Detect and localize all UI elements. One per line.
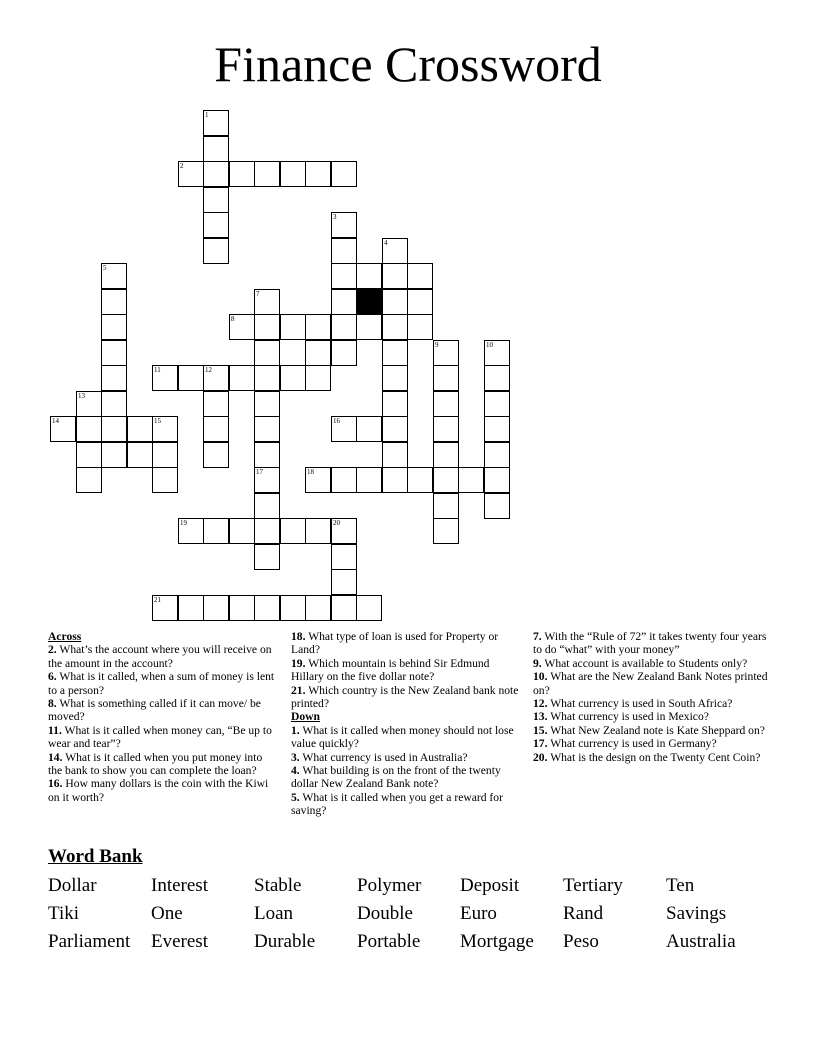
clue-text: What building is on the front of the twenty dollar New Zealand Bank note? <box>291 764 501 791</box>
clue-text: What account is available to Students only? <box>541 656 748 670</box>
clue-number-label: 13. <box>533 710 548 724</box>
clue-item <box>48 724 278 751</box>
grid-cell[interactable] <box>203 595 229 621</box>
grid-cell[interactable] <box>331 544 357 570</box>
clue-text: What is it called when you put money into the bank to show you can complete the loan? <box>48 750 263 778</box>
clue-text: What New Zealand note is Kate Sheppard on? <box>547 723 765 737</box>
clue-item <box>533 737 773 750</box>
clue-number: 18 <box>307 468 314 476</box>
across-header: Across <box>48 630 82 643</box>
word-bank <box>48 874 768 958</box>
grid-cell[interactable] <box>331 238 357 264</box>
grid-cell[interactable] <box>433 365 459 391</box>
grid-cell[interactable] <box>331 416 357 442</box>
clue-number: 14 <box>52 417 59 425</box>
grid-cell[interactable] <box>331 289 357 315</box>
grid-cell[interactable] <box>203 518 229 544</box>
grid-cell[interactable] <box>331 161 357 187</box>
clue-text: What is it called when money should not lose value quickly? <box>291 723 514 751</box>
grid-cell[interactable] <box>76 467 102 493</box>
clue-number-label: 20. <box>533 750 548 764</box>
word-bank-item: Euro <box>460 903 497 924</box>
clue-text: What is the design on the Twenty Cent Coin? <box>547 750 761 764</box>
word-bank-item: Double <box>357 903 413 924</box>
clue-number-label: 4. <box>291 764 300 778</box>
grid-cell[interactable] <box>382 340 408 366</box>
grid-cell[interactable] <box>305 595 331 621</box>
clue-number: 17 <box>256 468 263 476</box>
clue-number: 8 <box>231 315 235 323</box>
clue-number-label: 12. <box>533 697 548 711</box>
grid-cell[interactable] <box>484 391 510 417</box>
clue-number: 19 <box>180 519 187 527</box>
grid-cell[interactable] <box>433 340 459 366</box>
grid-cell[interactable] <box>203 365 229 391</box>
clue-number: 4 <box>384 239 388 247</box>
clue-number: 13 <box>78 392 85 400</box>
clue-number: 21 <box>154 596 161 604</box>
clue-text: What currency is used in Australia? <box>299 750 468 764</box>
grid-cell[interactable] <box>152 595 178 621</box>
clue-item <box>48 751 278 778</box>
grid-cell[interactable] <box>203 187 229 213</box>
grid-cell[interactable] <box>331 467 357 493</box>
clue-item <box>48 670 278 697</box>
clue-item <box>533 697 773 710</box>
grid-cell[interactable] <box>254 518 280 544</box>
clue-item <box>291 764 521 791</box>
grid-cell[interactable] <box>433 493 459 519</box>
grid-cell[interactable] <box>152 442 178 468</box>
clue-number-label: 6. <box>48 670 57 684</box>
grid-cell[interactable] <box>305 314 331 340</box>
grid-cell[interactable] <box>203 161 229 187</box>
clue-number-label: 21. <box>291 683 306 697</box>
grid-cell[interactable] <box>127 416 153 442</box>
clue-text: How many dollars is the coin with the Kiwi on it worth? <box>48 777 269 804</box>
clue-number: 20 <box>333 519 340 527</box>
clue-number-label: 1. <box>291 723 300 737</box>
grid-cell[interactable] <box>382 442 408 468</box>
clue-number-label: 3. <box>291 750 300 764</box>
word-bank-item: Deposit <box>460 875 520 896</box>
word-bank-item: One <box>151 903 183 924</box>
clue-number: 9 <box>435 341 439 349</box>
word-bank-title: Word Bank <box>48 846 143 867</box>
word-bank-item: Tiki <box>48 903 79 924</box>
word-bank-item: Polymer <box>357 875 422 896</box>
grid-cell[interactable] <box>254 340 280 366</box>
grid-cell[interactable] <box>254 391 280 417</box>
clue-number-label: 8. <box>48 697 57 711</box>
clue-item <box>48 697 278 724</box>
clue-number-label: 17. <box>533 737 548 751</box>
grid-cell[interactable] <box>484 467 510 493</box>
word-bank-item: Everest <box>151 931 208 952</box>
grid-cell[interactable] <box>280 518 306 544</box>
word-bank-item: Mortgage <box>460 931 534 952</box>
clue-text: What’s the account where you will receive on the amount in the account? <box>48 643 272 670</box>
clue-text: Which country is the New Zealand bank note printed? <box>291 683 519 711</box>
grid-cell[interactable] <box>254 544 280 570</box>
word-bank-item: Australia <box>666 931 736 952</box>
grid-cell[interactable] <box>407 289 433 315</box>
grid-cell[interactable] <box>101 263 127 289</box>
word-bank-item: Peso <box>563 931 599 952</box>
grid-cell[interactable] <box>356 314 382 340</box>
grid-cell[interactable] <box>382 289 408 315</box>
word-bank-item: Savings <box>666 903 727 924</box>
word-bank-item: Dollar <box>48 875 97 896</box>
grid-cell[interactable] <box>254 314 280 340</box>
clue-number: 10 <box>486 341 493 349</box>
grid-cell[interactable] <box>331 569 357 595</box>
grid-cell[interactable] <box>382 365 408 391</box>
clue-number-label: 5. <box>291 790 300 804</box>
clue-text: With the “Rule of 72” it takes twenty four years to do “what” with your money” <box>533 630 767 657</box>
clue-number: 11 <box>154 366 161 374</box>
grid-cell[interactable] <box>203 442 229 468</box>
grid-cell[interactable] <box>76 416 102 442</box>
grid-cell[interactable] <box>254 365 280 391</box>
grid-cell[interactable] <box>356 467 382 493</box>
grid-cell[interactable] <box>305 161 331 187</box>
clue-number: 2 <box>180 162 184 170</box>
grid-cell[interactable] <box>203 110 229 136</box>
clues-column-1 <box>48 630 278 804</box>
grid-cell[interactable] <box>331 314 357 340</box>
grid-cell[interactable] <box>305 340 331 366</box>
grid-cell[interactable] <box>254 161 280 187</box>
grid-cell[interactable] <box>484 442 510 468</box>
clue-number: 1 <box>205 111 209 119</box>
grid-cell[interactable] <box>280 365 306 391</box>
grid-cell[interactable] <box>382 467 408 493</box>
word-bank-item: Ten <box>666 875 695 896</box>
grid-cell[interactable] <box>203 136 229 162</box>
grid-cell[interactable] <box>280 314 306 340</box>
grid-cell[interactable] <box>356 416 382 442</box>
clue-number-label: 9. <box>533 656 542 670</box>
clues-column-2 <box>291 630 521 818</box>
grid-cell[interactable] <box>178 161 204 187</box>
clue-text: What is it called when you get a reward for saving? <box>291 790 503 818</box>
clue-item <box>291 657 521 684</box>
grid-cell[interactable] <box>484 416 510 442</box>
grid-cell[interactable] <box>382 314 408 340</box>
grid-cell[interactable] <box>178 595 204 621</box>
clue-item <box>48 643 278 670</box>
grid-cell[interactable] <box>254 595 280 621</box>
grid-cell[interactable] <box>280 595 306 621</box>
grid-cell[interactable] <box>382 391 408 417</box>
grid-cell[interactable] <box>229 595 255 621</box>
down-header: Down <box>291 710 320 724</box>
grid-cell[interactable] <box>101 391 127 417</box>
clue-text: What is it called, when a sum of money is lent to a person? <box>48 670 275 697</box>
clue-number: 5 <box>103 264 107 272</box>
clue-item <box>533 724 773 737</box>
grid-cell[interactable] <box>407 467 433 493</box>
word-bank-item: Rand <box>563 903 604 924</box>
grid-cell[interactable] <box>433 442 459 468</box>
clue-number-label: 18. <box>291 630 306 643</box>
grid-cell[interactable] <box>305 467 331 493</box>
clue-item <box>533 751 773 764</box>
grid-cell[interactable] <box>382 263 408 289</box>
clue-text: What is it called when money can, “Be up to wear and tear”? <box>48 723 272 751</box>
grid-cell[interactable] <box>305 518 331 544</box>
clue-item <box>533 710 773 723</box>
grid-cell[interactable] <box>433 518 459 544</box>
grid-cell[interactable] <box>382 416 408 442</box>
grid-cell[interactable] <box>229 518 255 544</box>
grid-cell[interactable] <box>331 340 357 366</box>
grid-cell[interactable] <box>331 212 357 238</box>
grid-cell[interactable] <box>433 391 459 417</box>
clue-text: Which mountain is behind Sir Edmund Hillary on the five dollar note? <box>291 656 490 684</box>
grid-cell[interactable] <box>178 518 204 544</box>
clue-item <box>48 777 278 804</box>
clue-item <box>291 751 521 764</box>
grid-cell[interactable] <box>203 238 229 264</box>
grid-cell[interactable] <box>433 416 459 442</box>
grid-cell[interactable] <box>433 467 459 493</box>
word-bank-item: Parliament <box>48 931 131 952</box>
grid-cell[interactable] <box>254 493 280 519</box>
grid-cell[interactable] <box>178 365 204 391</box>
clue-number-label: 14. <box>48 750 63 764</box>
grid-cell[interactable] <box>229 314 255 340</box>
grid-cell[interactable] <box>254 467 280 493</box>
clue-text: What currency is used in South Africa? <box>547 697 733 711</box>
grid-cell[interactable] <box>305 365 331 391</box>
grid-cell[interactable] <box>101 365 127 391</box>
grid-cell[interactable] <box>152 467 178 493</box>
grid-cell[interactable] <box>458 467 484 493</box>
clue-number: 3 <box>333 213 337 221</box>
word-bank-item: Loan <box>254 903 294 924</box>
grid-cell[interactable] <box>76 391 102 417</box>
grid-cell[interactable] <box>203 416 229 442</box>
grid-cell[interactable] <box>484 493 510 519</box>
grid-cell[interactable] <box>127 442 153 468</box>
clue-number: 12 <box>205 366 212 374</box>
grid-cell[interactable] <box>101 289 127 315</box>
grid-cell[interactable] <box>331 263 357 289</box>
word-bank-item: Tertiary <box>563 875 623 896</box>
grid-cell[interactable] <box>382 238 408 264</box>
grid-cell[interactable] <box>101 314 127 340</box>
clue-item <box>291 724 521 751</box>
clue-number-label: 19. <box>291 656 306 670</box>
grid-cell[interactable] <box>280 161 306 187</box>
grid-cell[interactable] <box>331 518 357 544</box>
clue-number-label: 2. <box>48 643 57 657</box>
grid-cell[interactable] <box>203 391 229 417</box>
clue-number-label: 11. <box>48 723 62 737</box>
clue-number-label: 7. <box>533 630 542 643</box>
clue-number-label: 16. <box>48 777 63 791</box>
grid-cell[interactable] <box>254 289 280 315</box>
grid-cell[interactable] <box>254 416 280 442</box>
grid-cell[interactable] <box>50 416 76 442</box>
grid-cell[interactable] <box>203 212 229 238</box>
clue-text: What is something called if it can move/ be moved? <box>48 697 261 724</box>
grid-cell[interactable] <box>356 595 382 621</box>
grid-cell[interactable] <box>356 263 382 289</box>
grid-cell[interactable] <box>484 340 510 366</box>
clue-item <box>291 684 521 711</box>
grid-black-cell <box>356 289 382 315</box>
clue-text: What currency is used in Mexico? <box>547 710 709 724</box>
clue-text: What currency is used in Germany? <box>547 737 717 751</box>
grid-cell[interactable] <box>484 365 510 391</box>
word-bank-item: Stable <box>254 875 302 896</box>
clues-column-3 <box>533 630 773 764</box>
word-bank-item: Interest <box>151 875 208 896</box>
grid-cell[interactable] <box>407 314 433 340</box>
clue-number: 15 <box>154 417 161 425</box>
clue-item <box>533 670 773 697</box>
clue-number-label: 15. <box>533 723 548 737</box>
grid-cell[interactable] <box>152 365 178 391</box>
grid-cell[interactable] <box>101 340 127 366</box>
clue-item <box>533 630 773 657</box>
clue-item <box>291 791 521 818</box>
word-bank-item: Durable <box>254 931 316 952</box>
clue-text: What are the New Zealand Bank Notes printed on? <box>533 670 768 697</box>
grid-cell[interactable] <box>152 416 178 442</box>
grid-cell[interactable] <box>101 416 127 442</box>
grid-cell[interactable] <box>101 442 127 468</box>
clue-item <box>533 657 773 670</box>
grid-cell[interactable] <box>229 161 255 187</box>
grid-cell[interactable] <box>76 442 102 468</box>
clue-item <box>291 630 521 657</box>
word-bank-item: Portable <box>357 931 421 952</box>
clue-number: 7 <box>256 290 260 298</box>
grid-cell[interactable] <box>407 263 433 289</box>
page-title: Finance Crossword <box>214 36 602 92</box>
grid-cell[interactable] <box>229 365 255 391</box>
grid-cell[interactable] <box>331 595 357 621</box>
clue-text: What type of loan is used for Property or Land? <box>291 630 499 657</box>
clue-number-label: 10. <box>533 670 548 684</box>
grid-cell[interactable] <box>254 442 280 468</box>
clue-number: 16 <box>333 417 340 425</box>
